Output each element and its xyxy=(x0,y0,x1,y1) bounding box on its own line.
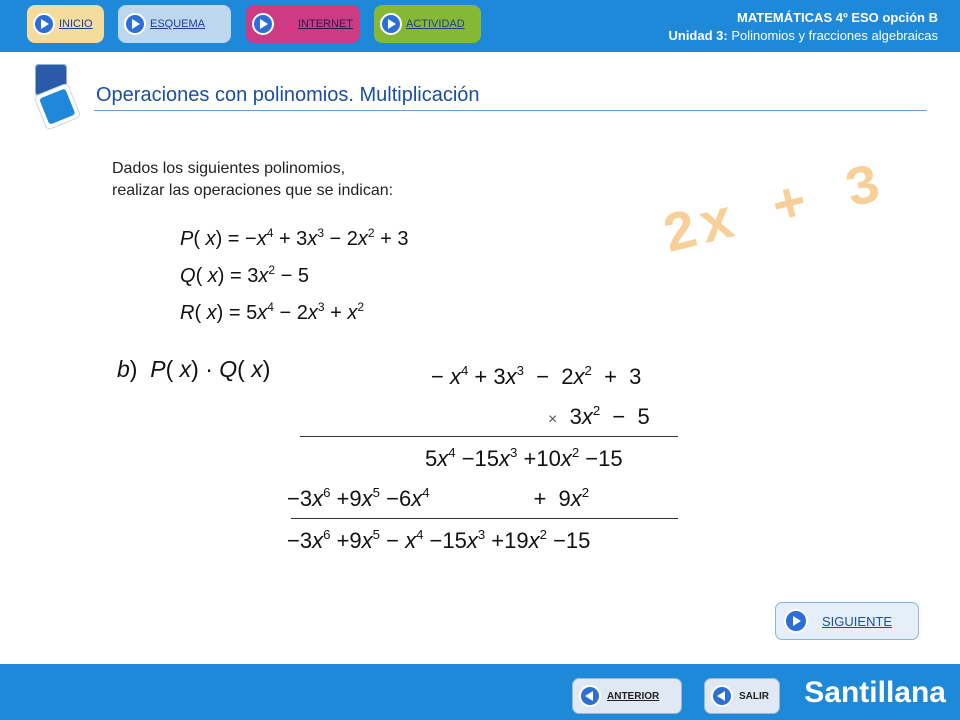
stacked-cards-icon xyxy=(30,60,82,130)
inicio-label: INICIO xyxy=(59,18,93,30)
previous-button[interactable] xyxy=(572,678,682,714)
next-label: SIGUIENTE xyxy=(822,613,893,629)
polynomial-p: P( $x) = -x^4 + 3x^3 - 2x^2 + 3$ xyxy=(180,225,409,250)
partial-product-row-2: $-3x^6 +9x^5 -6x^4$ + $9x^2$ xyxy=(287,484,590,511)
esquema-label: ESQUEMA xyxy=(150,18,206,30)
product-line-2 xyxy=(291,518,678,519)
internet-button[interactable] xyxy=(246,5,360,43)
multiplicand-row: − $x^4 + 3x^3 - 2x^2 + 3$ xyxy=(431,362,642,389)
play-circle-icon xyxy=(784,609,808,633)
next-button[interactable] xyxy=(775,602,919,640)
polynomial-r: R( $x) = 5x^4 - 2x^3 + x^2$ xyxy=(180,299,365,324)
exit-label: SALIR xyxy=(739,690,769,702)
actividad-label: ACTIVIDAD xyxy=(406,18,465,30)
esquema-button[interactable] xyxy=(118,5,231,43)
previous-label: ANTERIOR xyxy=(607,690,660,702)
title-underline xyxy=(94,110,927,111)
unit-name: Polinomios y fracciones algebraicas xyxy=(727,28,938,43)
play-circle-icon xyxy=(33,13,55,35)
exercise-b-label: b) P( x) · Q( x) xyxy=(117,356,271,382)
product-line-1 xyxy=(300,436,678,437)
play-circle-icon xyxy=(252,13,274,35)
internet-label: INTERNET xyxy=(298,18,353,30)
back-circle-icon xyxy=(579,685,601,707)
instructions xyxy=(112,158,393,202)
exit-button[interactable] xyxy=(704,678,780,714)
play-circle-icon xyxy=(380,13,402,35)
inicio-button[interactable] xyxy=(27,5,104,43)
brand-logo: Santillana xyxy=(804,676,946,709)
page-title: Operaciones con polinomios. Multiplicación xyxy=(96,84,480,106)
instructions-line-1: Dados los siguientes polinomios, xyxy=(112,160,346,177)
back-circle-icon xyxy=(711,685,733,707)
polynomial-q: Q( $x) = 3x^2 - 5$ xyxy=(180,262,309,287)
multiplier-row: × $3x^2 - 5$ xyxy=(548,402,650,429)
unit-label: Unidad 3: xyxy=(668,28,728,43)
play-circle-icon xyxy=(124,13,146,35)
decorative-expression: 2x + 3 xyxy=(656,152,891,269)
result-row: $-3x^6 +9x^5 - x^4 -15x^3 +19x^2 -15$ xyxy=(287,526,591,553)
unit-subtitle xyxy=(668,28,938,44)
course-title: MATEMÁTICAS 4º ESO opción B xyxy=(737,10,938,25)
partial-product-row-1: $5x^4 -15x^3 +10x^2 -15$ xyxy=(425,444,623,471)
actividad-button[interactable] xyxy=(374,5,481,43)
instructions-line-2: realizar las operaciones que se indican: xyxy=(112,182,394,199)
